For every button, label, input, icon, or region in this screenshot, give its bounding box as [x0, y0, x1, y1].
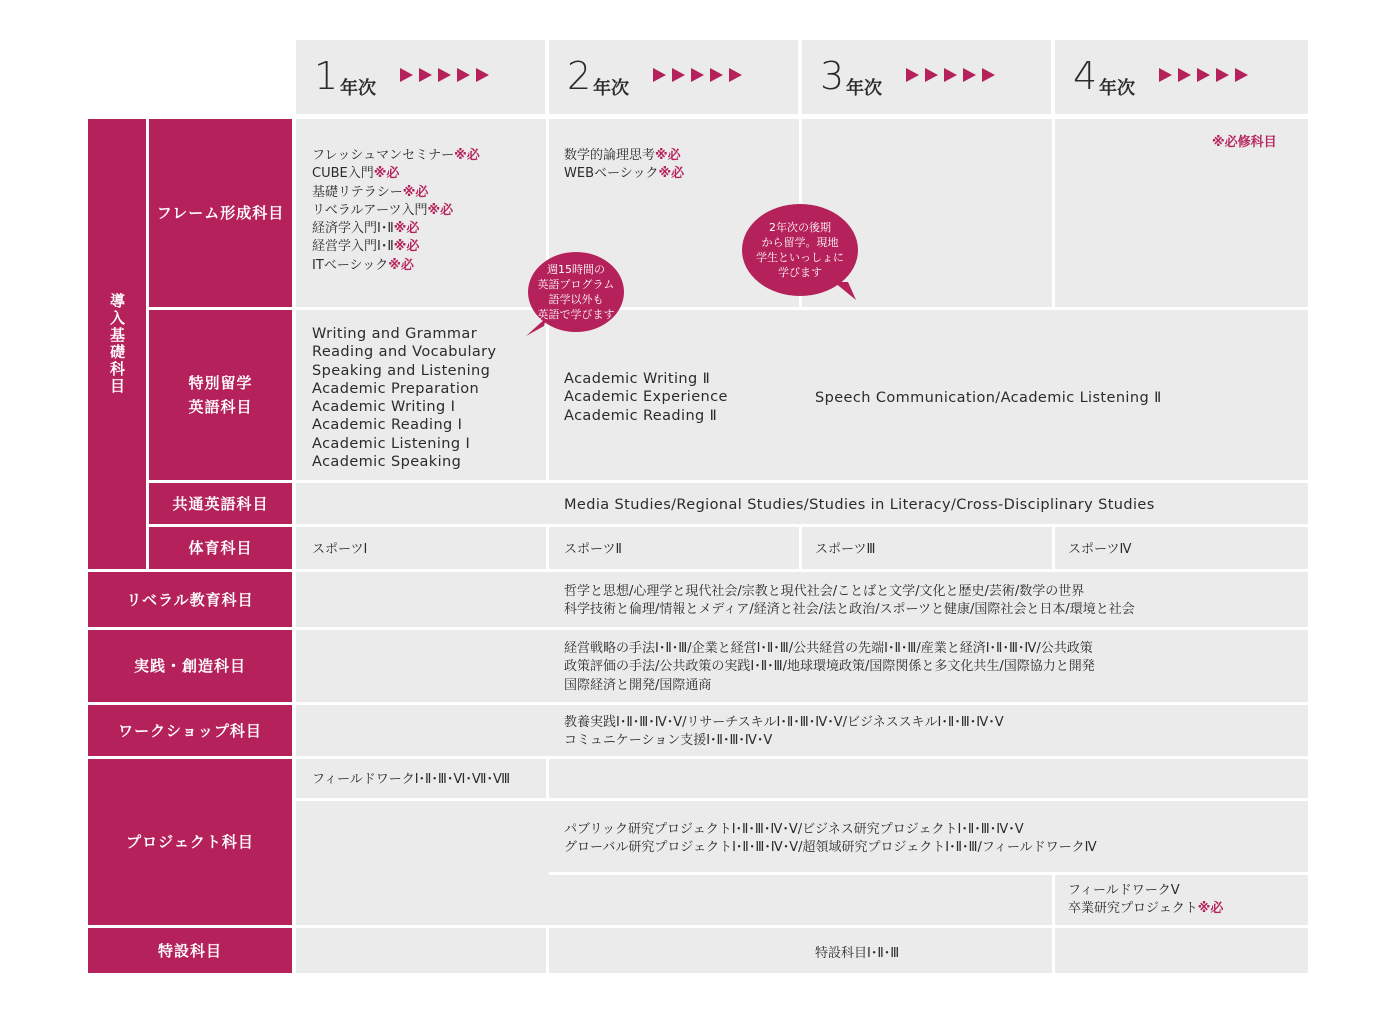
course-item: リベラルアーツ入門※必	[312, 202, 454, 218]
common-english-text: Media Studies/Regional Studies/Studies in Literacy/Cross-Disciplinary Studies	[564, 497, 1155, 513]
course-item: 卒業研究プロジェクト※必	[1068, 901, 1224, 917]
arrow-right-icons	[1159, 68, 1248, 82]
course-line: 国際経済と開発/国際通商	[564, 677, 712, 693]
required-mark: ※必	[402, 184, 429, 200]
course-item: フレッシュマンセミナー※必	[312, 148, 480, 163]
required-mark: ※必	[1212, 135, 1238, 150]
workshop-courses	[564, 714, 1004, 751]
project-y4	[1068, 882, 1223, 919]
esp-y2-list	[564, 370, 728, 425]
category-common-english	[149, 483, 292, 524]
course-line: グローバル研究プロジェクトⅠ･Ⅱ･Ⅲ･Ⅳ･Ⅴ/超領域研究プロジェクトⅠ･Ⅱ･Ⅲ/フィールドワークⅣ	[564, 840, 1097, 856]
course-item: WEBベーシック※必	[564, 166, 685, 182]
course-item: 基礎リテラシー※必	[312, 184, 429, 200]
course-item: ITベーシック※必	[312, 257, 414, 273]
course-item: Writing and Grammar	[312, 326, 478, 342]
category-group-intro	[88, 119, 146, 569]
course-item: 数学的論理思考※必	[564, 148, 681, 163]
category-pe	[149, 527, 292, 569]
category-workshop	[88, 705, 292, 756]
year-header-4	[1055, 40, 1308, 114]
category-liberal	[88, 572, 292, 627]
pe-y3: スポーツⅢ	[815, 542, 876, 557]
speech-bubble-english-program: 週15時間の 英語プログラム 語学以外も 英語で学びます	[524, 252, 624, 334]
course-line: 哲学と思想/心理学と現代社会/宗教と現代社会/ことばと文学/文化と歴史/芸術/数学の世界	[564, 584, 1085, 599]
course-item: Academic Listening Ⅰ	[312, 435, 471, 452]
project-fieldwork: フィールドワークⅠ･Ⅱ･Ⅲ･Ⅵ･Ⅶ･Ⅷ	[312, 772, 511, 787]
category-label: 共通英語科目	[172, 494, 269, 513]
arrow-right-icons	[400, 68, 489, 82]
arrow-right-icons	[653, 68, 742, 82]
year-number: 3	[820, 54, 845, 98]
esp-y1-list	[312, 325, 497, 471]
course-item: Speaking and Listening	[312, 362, 491, 379]
category-project	[88, 759, 292, 925]
course-item: Reading and Vocabulary	[312, 344, 497, 361]
category-frame	[149, 119, 292, 307]
category-label: リベラル教育科目	[126, 590, 254, 609]
required-mark: ※必	[454, 148, 480, 163]
category-label: ワークショップ科目	[118, 721, 262, 740]
course-item: Academic Reading Ⅰ	[312, 417, 463, 434]
course-item: 経済学入門Ⅰ･Ⅱ※必	[312, 221, 420, 237]
category-label-line1: 特別留学	[188, 374, 253, 392]
liberal-courses	[564, 583, 1135, 620]
year-unit: 年次	[340, 78, 376, 99]
course-item: Academic Speaking	[312, 454, 462, 471]
required-mark: ※必	[655, 148, 681, 163]
arrow-right-icons	[906, 68, 995, 82]
course-line: 政策評価の手法/公共政策の実践Ⅰ･Ⅱ･Ⅲ/地球環境政策/国際関係と多文化共生/国際協力と開発	[564, 659, 1095, 675]
legend-required	[1212, 134, 1277, 152]
pe-y2: スポーツⅡ	[564, 542, 622, 557]
category-label: 実践・創造科目	[133, 657, 246, 675]
course-item: 経営学入門Ⅰ･Ⅱ※必	[312, 239, 420, 255]
category-group-label: 導入基礎科目	[108, 293, 126, 395]
required-mark: ※必	[393, 239, 420, 255]
year-unit: 年次	[593, 78, 629, 99]
category-special	[88, 928, 292, 973]
pe-y1: スポーツⅠ	[312, 542, 368, 557]
category-practice	[88, 630, 292, 702]
frame-y2-list	[564, 147, 684, 184]
year-header-3	[802, 40, 1051, 114]
practice-courses	[564, 640, 1095, 695]
category-label: プロジェクト科目	[126, 833, 254, 851]
special-courses: 特設科目Ⅰ･Ⅱ･Ⅲ	[815, 946, 900, 961]
course-line: 教養実践Ⅰ･Ⅱ･Ⅲ･Ⅳ･Ⅴ/リサーチスキルⅠ･Ⅱ･Ⅲ･Ⅳ･Ⅴ/ビジネススキルⅠ･Ⅱ･Ⅲ･Ⅳ･Ⅴ	[564, 715, 1004, 730]
category-esp	[149, 310, 292, 480]
frame-y1-list	[312, 147, 480, 275]
required-mark: ※必	[427, 202, 454, 218]
category-label: 体育科目	[188, 539, 253, 557]
required-mark: ※必	[388, 257, 414, 273]
year-unit: 年次	[846, 78, 882, 99]
esp-y34-text: Speech Communication/Academic Listening Ⅱ	[815, 390, 1162, 406]
year-header-2	[549, 40, 798, 114]
required-mark: ※必	[658, 166, 685, 182]
required-mark: ※必	[1197, 901, 1224, 917]
year-number: 2	[567, 54, 592, 98]
category-label-line2: 英語科目	[188, 398, 253, 416]
required-mark: ※必	[393, 221, 420, 237]
course-line: パブリック研究プロジェクトⅠ･Ⅱ･Ⅲ･Ⅳ･Ⅴ/ビジネス研究プロジェクトⅠ･Ⅱ･Ⅲ･Ⅳ･Ⅴ	[564, 822, 1024, 837]
category-label: フレーム形成科目	[156, 204, 285, 222]
year-number: 1	[314, 54, 339, 98]
course-item: Academic Reading Ⅱ	[564, 407, 718, 424]
course-item: Academic Experience	[564, 389, 728, 406]
course-line: コミュニケーション支援Ⅰ･Ⅱ･Ⅲ･Ⅳ･Ⅴ	[564, 733, 773, 749]
legend-text: 修科目	[1237, 135, 1277, 150]
project-research	[564, 821, 1097, 858]
course-item: フィールドワークⅤ	[1068, 883, 1180, 898]
pe-y4: スポーツⅣ	[1068, 542, 1132, 557]
course-item: Academic Preparation	[312, 380, 480, 397]
year-header-1	[296, 40, 545, 114]
speech-bubble-study-abroad: 2年次の後期 から留学。現地 学生といっしょに 学びます	[742, 204, 862, 300]
category-label: 特設科目	[157, 941, 222, 960]
course-line: 科学技術と倫理/情報とメディア/経済と社会/法と政治/スポーツと健康/国際社会と日本/環境と社会	[564, 602, 1135, 618]
year-unit: 年次	[1099, 78, 1135, 99]
course-item: CUBE入門※必	[312, 166, 400, 182]
course-item: Academic Writing Ⅱ	[564, 371, 711, 387]
course-item: Academic Writing Ⅰ	[312, 399, 456, 416]
year-number: 4	[1073, 54, 1098, 98]
required-mark: ※必	[373, 166, 400, 182]
course-line: 経営戦略の手法Ⅰ･Ⅱ･Ⅲ/企業と経営Ⅰ･Ⅱ･Ⅲ/公共経営の先端Ⅰ･Ⅱ･Ⅲ/産業と経済Ⅰ･Ⅱ･Ⅲ･Ⅳ/公共政策	[564, 641, 1093, 656]
